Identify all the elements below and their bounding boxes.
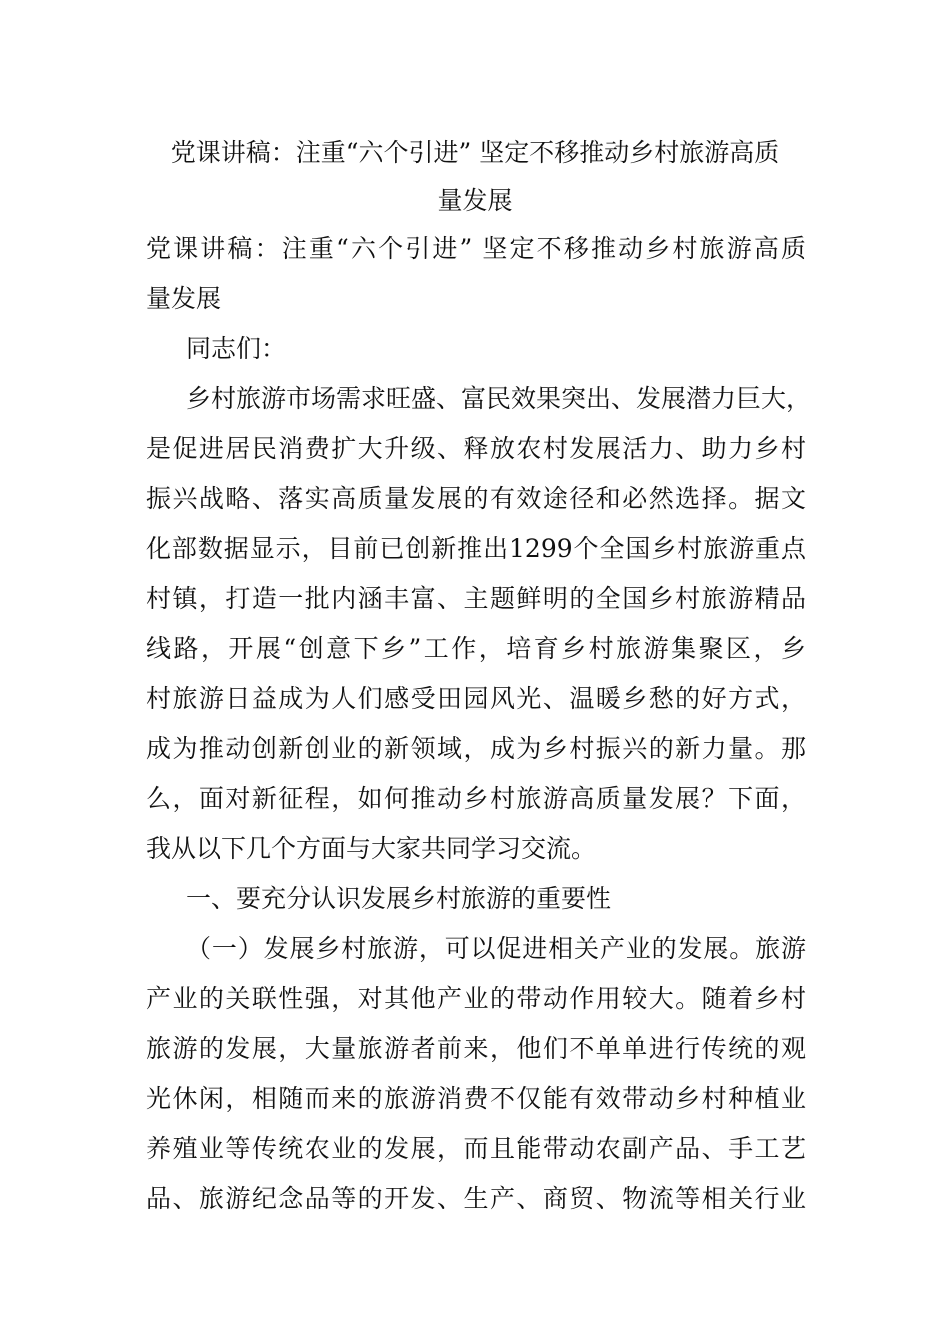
paragraph-line: 么，面对新征程，如何推动乡村旅游高质量发展？下面， — [146, 784, 806, 813]
paragraph-line: 光休闲，相随而来的旅游消费不仅能有效带动乡村种植业 — [146, 1084, 806, 1113]
paragraph-line: 是促进居民消费扩大升级、释放农村发展活力、助力乡村 — [146, 434, 806, 463]
paragraph-line: 养殖业等传统农业的发展，而且能带动农副产品、手工艺 — [146, 1134, 806, 1163]
paragraph-line: 化部数据显示，目前已创新推出1299个全国乡村旅游重点 — [146, 534, 806, 563]
paragraph-line: 品、旅游纪念品等的开发、生产、商贸、物流等相关行业 — [146, 1184, 806, 1213]
body-line: 党课讲稿：注重“六个引进” 坚定不移推动乡村旅游高质 — [146, 234, 806, 263]
paragraph-line: 线路，开展“创意下乡”工作，培育乡村旅游集聚区，乡 — [146, 634, 806, 663]
paragraph-line: 村旅游日益成为人们感受田园风光、温暖乡愁的好方式， — [146, 684, 806, 713]
paragraph-line: 成为推动创新创业的新领域，成为乡村振兴的新力量。那 — [146, 734, 806, 763]
document-title-line-1: 党课讲稿：注重“六个引进” 坚定不移推动乡村旅游高质 — [170, 138, 780, 167]
paragraph-line: 村镇，打造一批内涵丰富、主题鲜明的全国乡村旅游精品 — [146, 584, 806, 613]
paragraph-line: 振兴战略、落实高质量发展的有效途径和必然选择。据文 — [146, 484, 806, 513]
document-title-line-2: 量发展 — [437, 186, 513, 215]
body-line: 量发展 — [146, 284, 222, 313]
paragraph-line: 产业的关联性强，对其他产业的带动作用较大。随着乡村 — [146, 984, 806, 1013]
section-heading: 一、要充分认识发展乡村旅游的重要性 — [186, 884, 612, 913]
paragraph-line: 旅游的发展，大量旅游者前来，他们不单单进行传统的观 — [146, 1034, 806, 1063]
salutation: 同志们： — [186, 334, 287, 363]
paragraph-line: 乡村旅游市场需求旺盛、富民效果突出、发展潜力巨大， — [186, 384, 812, 413]
paragraph-line: 我从以下几个方面与大家共同学习交流。 — [146, 834, 597, 863]
paragraph-line: （一）发展乡村旅游，可以促进相关产业的发展。旅游 — [186, 934, 806, 963]
